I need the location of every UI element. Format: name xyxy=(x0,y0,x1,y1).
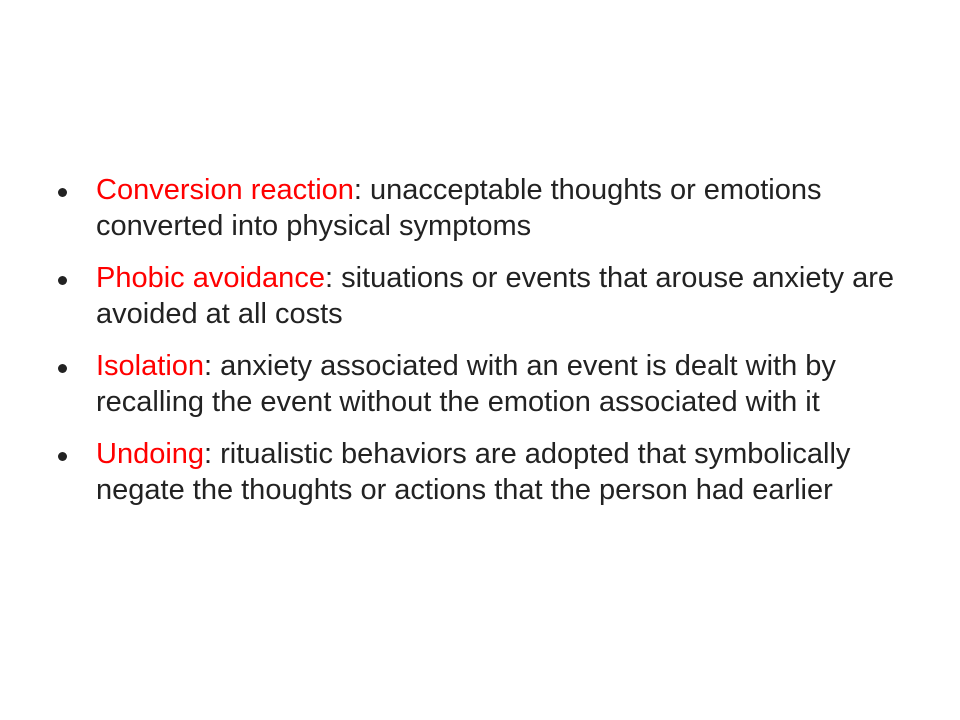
bullet-separator: : xyxy=(353,174,362,206)
bullet-item-isolation xyxy=(58,348,908,420)
bullet-list xyxy=(58,172,908,524)
bullet-separator: : xyxy=(204,438,213,470)
bullet-icon xyxy=(58,188,67,197)
bullet-separator: : xyxy=(324,262,334,294)
bullet-definition: unacceptable thoughts or emotions converted into physical symptoms xyxy=(96,174,822,242)
bullet-icon xyxy=(58,452,67,461)
bullet-term: Isolation xyxy=(96,350,205,382)
bullet-separator: : xyxy=(204,350,213,382)
bullet-term: Undoing xyxy=(96,438,205,470)
bullet-item-phobic-avoidance xyxy=(58,260,908,332)
bullet-term: Conversion reaction xyxy=(96,174,354,206)
bullet-term: Phobic avoidance xyxy=(96,262,325,294)
bullet-icon xyxy=(58,276,67,285)
bullet-item-undoing xyxy=(58,436,908,508)
bullet-icon xyxy=(58,364,67,373)
bullet-definition: ritualistic behaviors are adopted that symbolically negate the thoughts or actions that the person had earlier xyxy=(96,438,851,506)
bullet-item-conversion-reaction xyxy=(58,172,908,244)
bullet-definition: situations or events that arouse anxiety are avoided at all costs xyxy=(96,262,894,330)
bullet-definition: anxiety associated with an event is dealt with by recalling the event without the emotion associated with it xyxy=(96,350,836,418)
